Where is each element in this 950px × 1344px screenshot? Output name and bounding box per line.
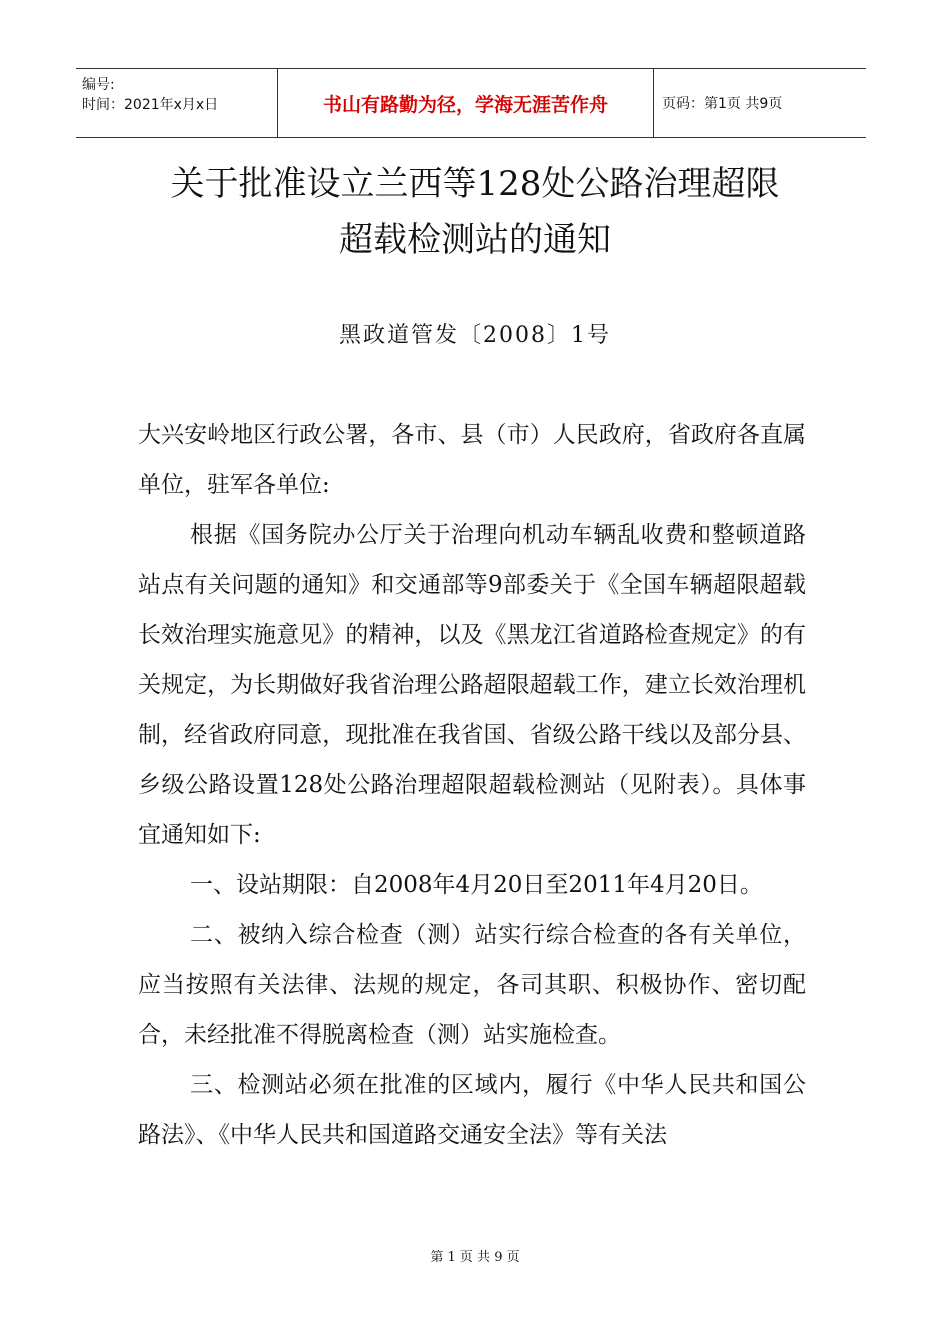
paragraph-3: 二、被纳入综合检查（测）站实行综合检查的各有关单位，应当按照有关法律、法规的规定，各司其职、积极协作、密切配合，未经批准不得脱离检查（测）站实施检查。 <box>138 922 806 1048</box>
paragraph-4: 三、检测站必须在批准的区域内，履行《中华人民共和国公路法》、《中华人民共和国道路交通安全法》等有关法 <box>138 1072 806 1148</box>
page-header <box>76 68 866 138</box>
document-number: 黑政道管发〔2008〕1号 <box>339 323 611 348</box>
header-motto: 书山有路勤为径，学海无涯苦作舟 <box>278 69 654 137</box>
number-label: 编号: <box>82 77 115 93</box>
document-title-line2: 超载检测站的通知 <box>339 220 611 260</box>
document-title-line1: 关于批准设立兰西等128处公路治理超限 <box>170 164 780 204</box>
paragraph-1: 根据《国务院办公厅关于治理向机动车辆乱收费和整顿道路站点有关问题的通知》和交通部等9部委关于《全国车辆超限超载长效治理实施意见》的精神，以及《黑龙江省道路检查规定》的有关规定，为长期做好我省治理公路超限超载工作，建立长效治理机制，经省政府同意，现批准在我省国、省级公路干线以及部分县、乡级公路设置128处公路治理超限超载检测站（见附表）。具体事宜通知如下: <box>138 522 806 848</box>
page-footer: 第 1 页 共 9 页 <box>430 1250 520 1265</box>
recipients: 大兴安岭地区行政公署，各市、县（市）人民政府，省政府各直属单位，驻军各单位: <box>138 422 806 498</box>
document-body <box>138 410 806 1160</box>
header-page-info: 页码：第1页 共9页 <box>662 96 783 112</box>
paragraph-2: 一、设站期限：自2008年4月20日至2011年4月20日。 <box>190 872 763 898</box>
time-label: 时间：2021年x月x日 <box>82 97 219 113</box>
header-meta <box>76 69 278 137</box>
